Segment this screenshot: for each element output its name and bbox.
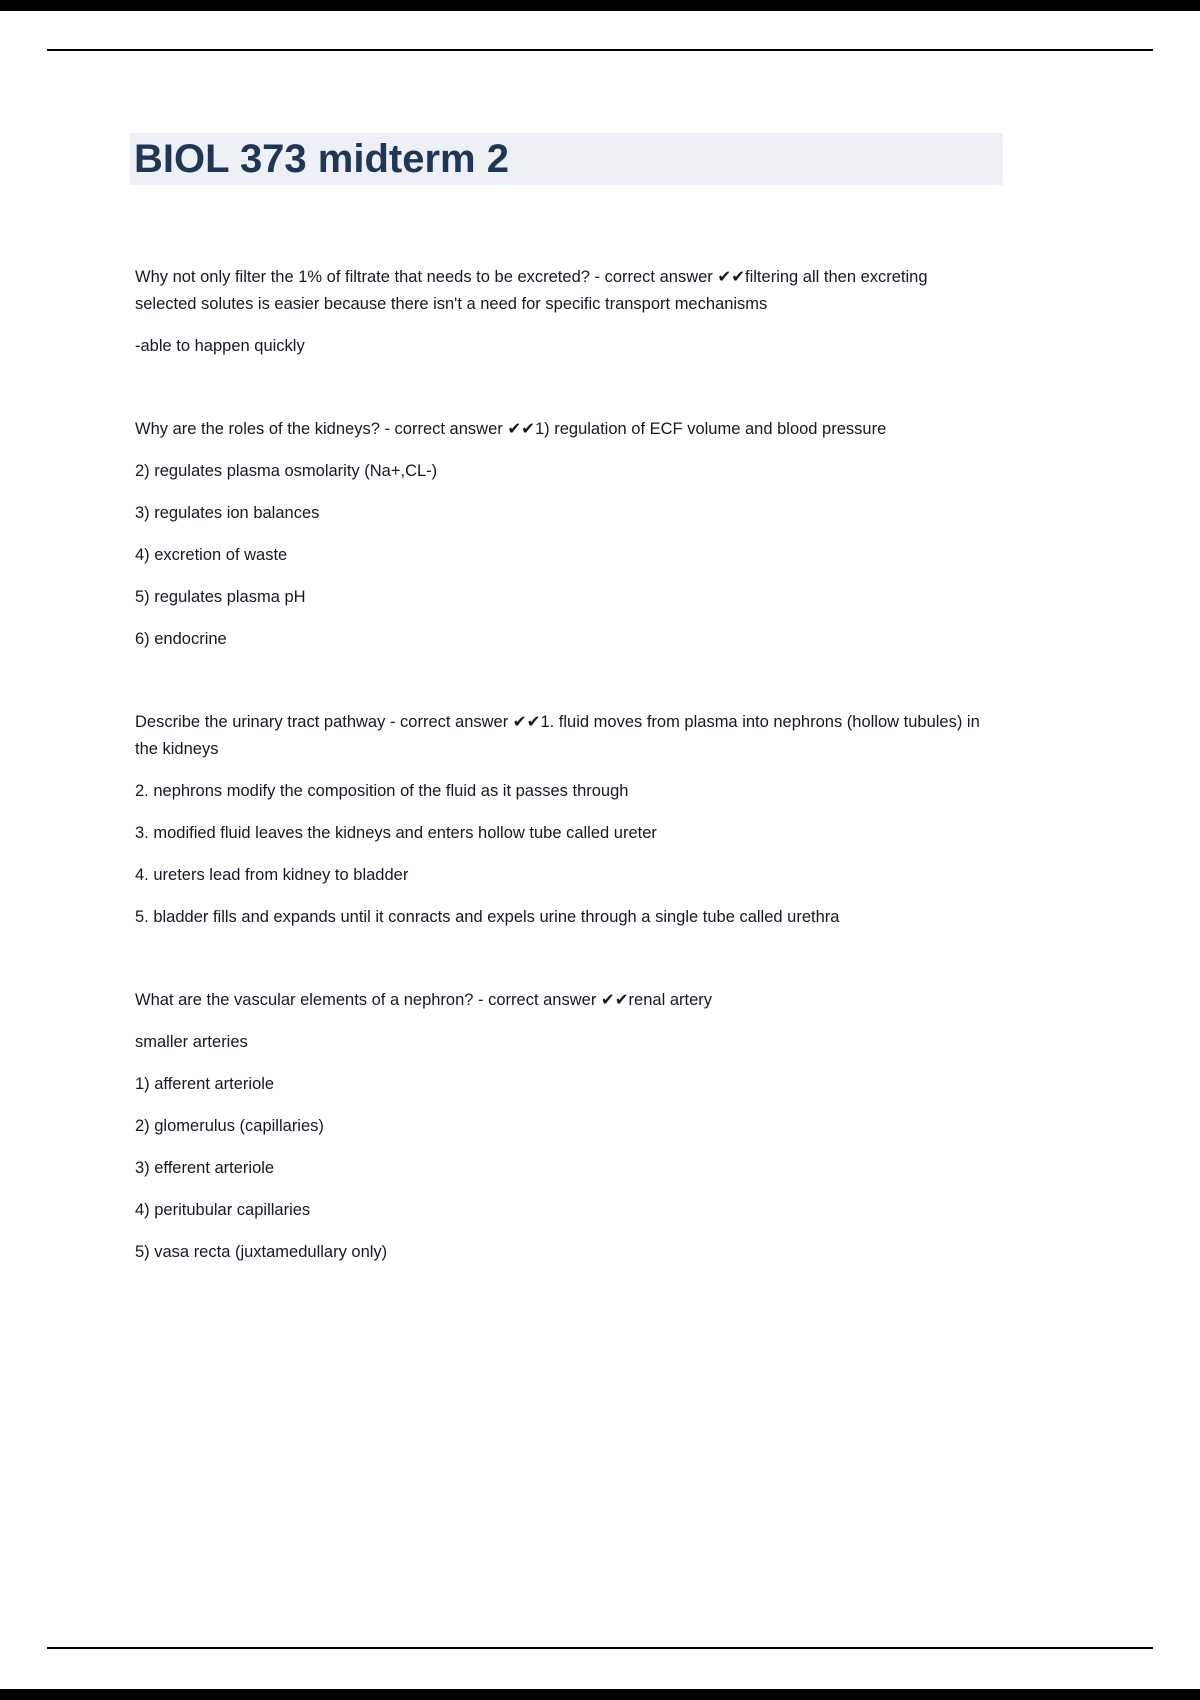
qa-answer-line: 2) glomerulus (capillaries) <box>135 1117 324 1135</box>
qa-block-2 <box>135 416 980 653</box>
qa-answer-line: 2. nephrons modify the composition of the fluid as it passes through <box>135 782 629 800</box>
qa-answer-line: 1) afferent arteriole <box>135 1075 275 1093</box>
qa-answer-line: -able to happen quickly <box>135 337 305 355</box>
qa-answer-line: 4) peritubular capillaries <box>135 1201 311 1219</box>
top-edge-bar <box>0 0 1200 11</box>
qa-answer-line: 5. bladder fills and expands until it conracts and expels urine through a single tube called urethra <box>135 908 840 926</box>
document-content <box>135 264 980 1322</box>
page-title: BIOL 373 midterm 2 <box>130 133 1003 185</box>
bottom-edge-bar <box>0 1689 1200 1700</box>
qa-answer-line: 4. ureters lead from kidney to bladder <box>135 866 409 884</box>
qa-question-answer: Why are the roles of the kidneys? - correct answer ✔✔1) regulation of ECF volume and blood pressure <box>135 420 887 438</box>
qa-answer-line: 5) vasa recta (juxtamedullary only) <box>135 1243 388 1261</box>
qa-question-answer: Why not only filter the 1% of filtrate that needs to be excreted? - correct answer ✔✔filtering all then excreting selected solutes is easier because there isn't a need for specific transport mechanisms <box>135 268 928 313</box>
qa-answer-line: 3) regulates ion balances <box>135 504 320 522</box>
qa-answer-line: 5) regulates plasma pH <box>135 588 306 606</box>
qa-answer-line: 2) regulates plasma osmolarity (Na+,CL-) <box>135 462 438 480</box>
qa-block-1 <box>135 264 980 360</box>
qa-block-3 <box>135 709 980 931</box>
qa-answer-line: 3. modified fluid leaves the kidneys and enters hollow tube called ureter <box>135 824 657 842</box>
qa-question-answer: Describe the urinary tract pathway - correct answer ✔✔1. fluid moves from plasma into nephrons (hollow tubules) in the kidneys <box>135 713 980 758</box>
qa-answer-line: 3) efferent arteriole <box>135 1159 275 1177</box>
qa-block-4 <box>135 987 980 1266</box>
qa-answer-line: 4) excretion of waste <box>135 546 288 564</box>
qa-answer-line: 6) endocrine <box>135 630 227 648</box>
top-rule <box>47 49 1153 51</box>
qa-question-answer: What are the vascular elements of a nephron? - correct answer ✔✔renal artery <box>135 991 712 1009</box>
qa-answer-line: smaller arteries <box>135 1033 248 1051</box>
bottom-rule <box>47 1647 1153 1649</box>
